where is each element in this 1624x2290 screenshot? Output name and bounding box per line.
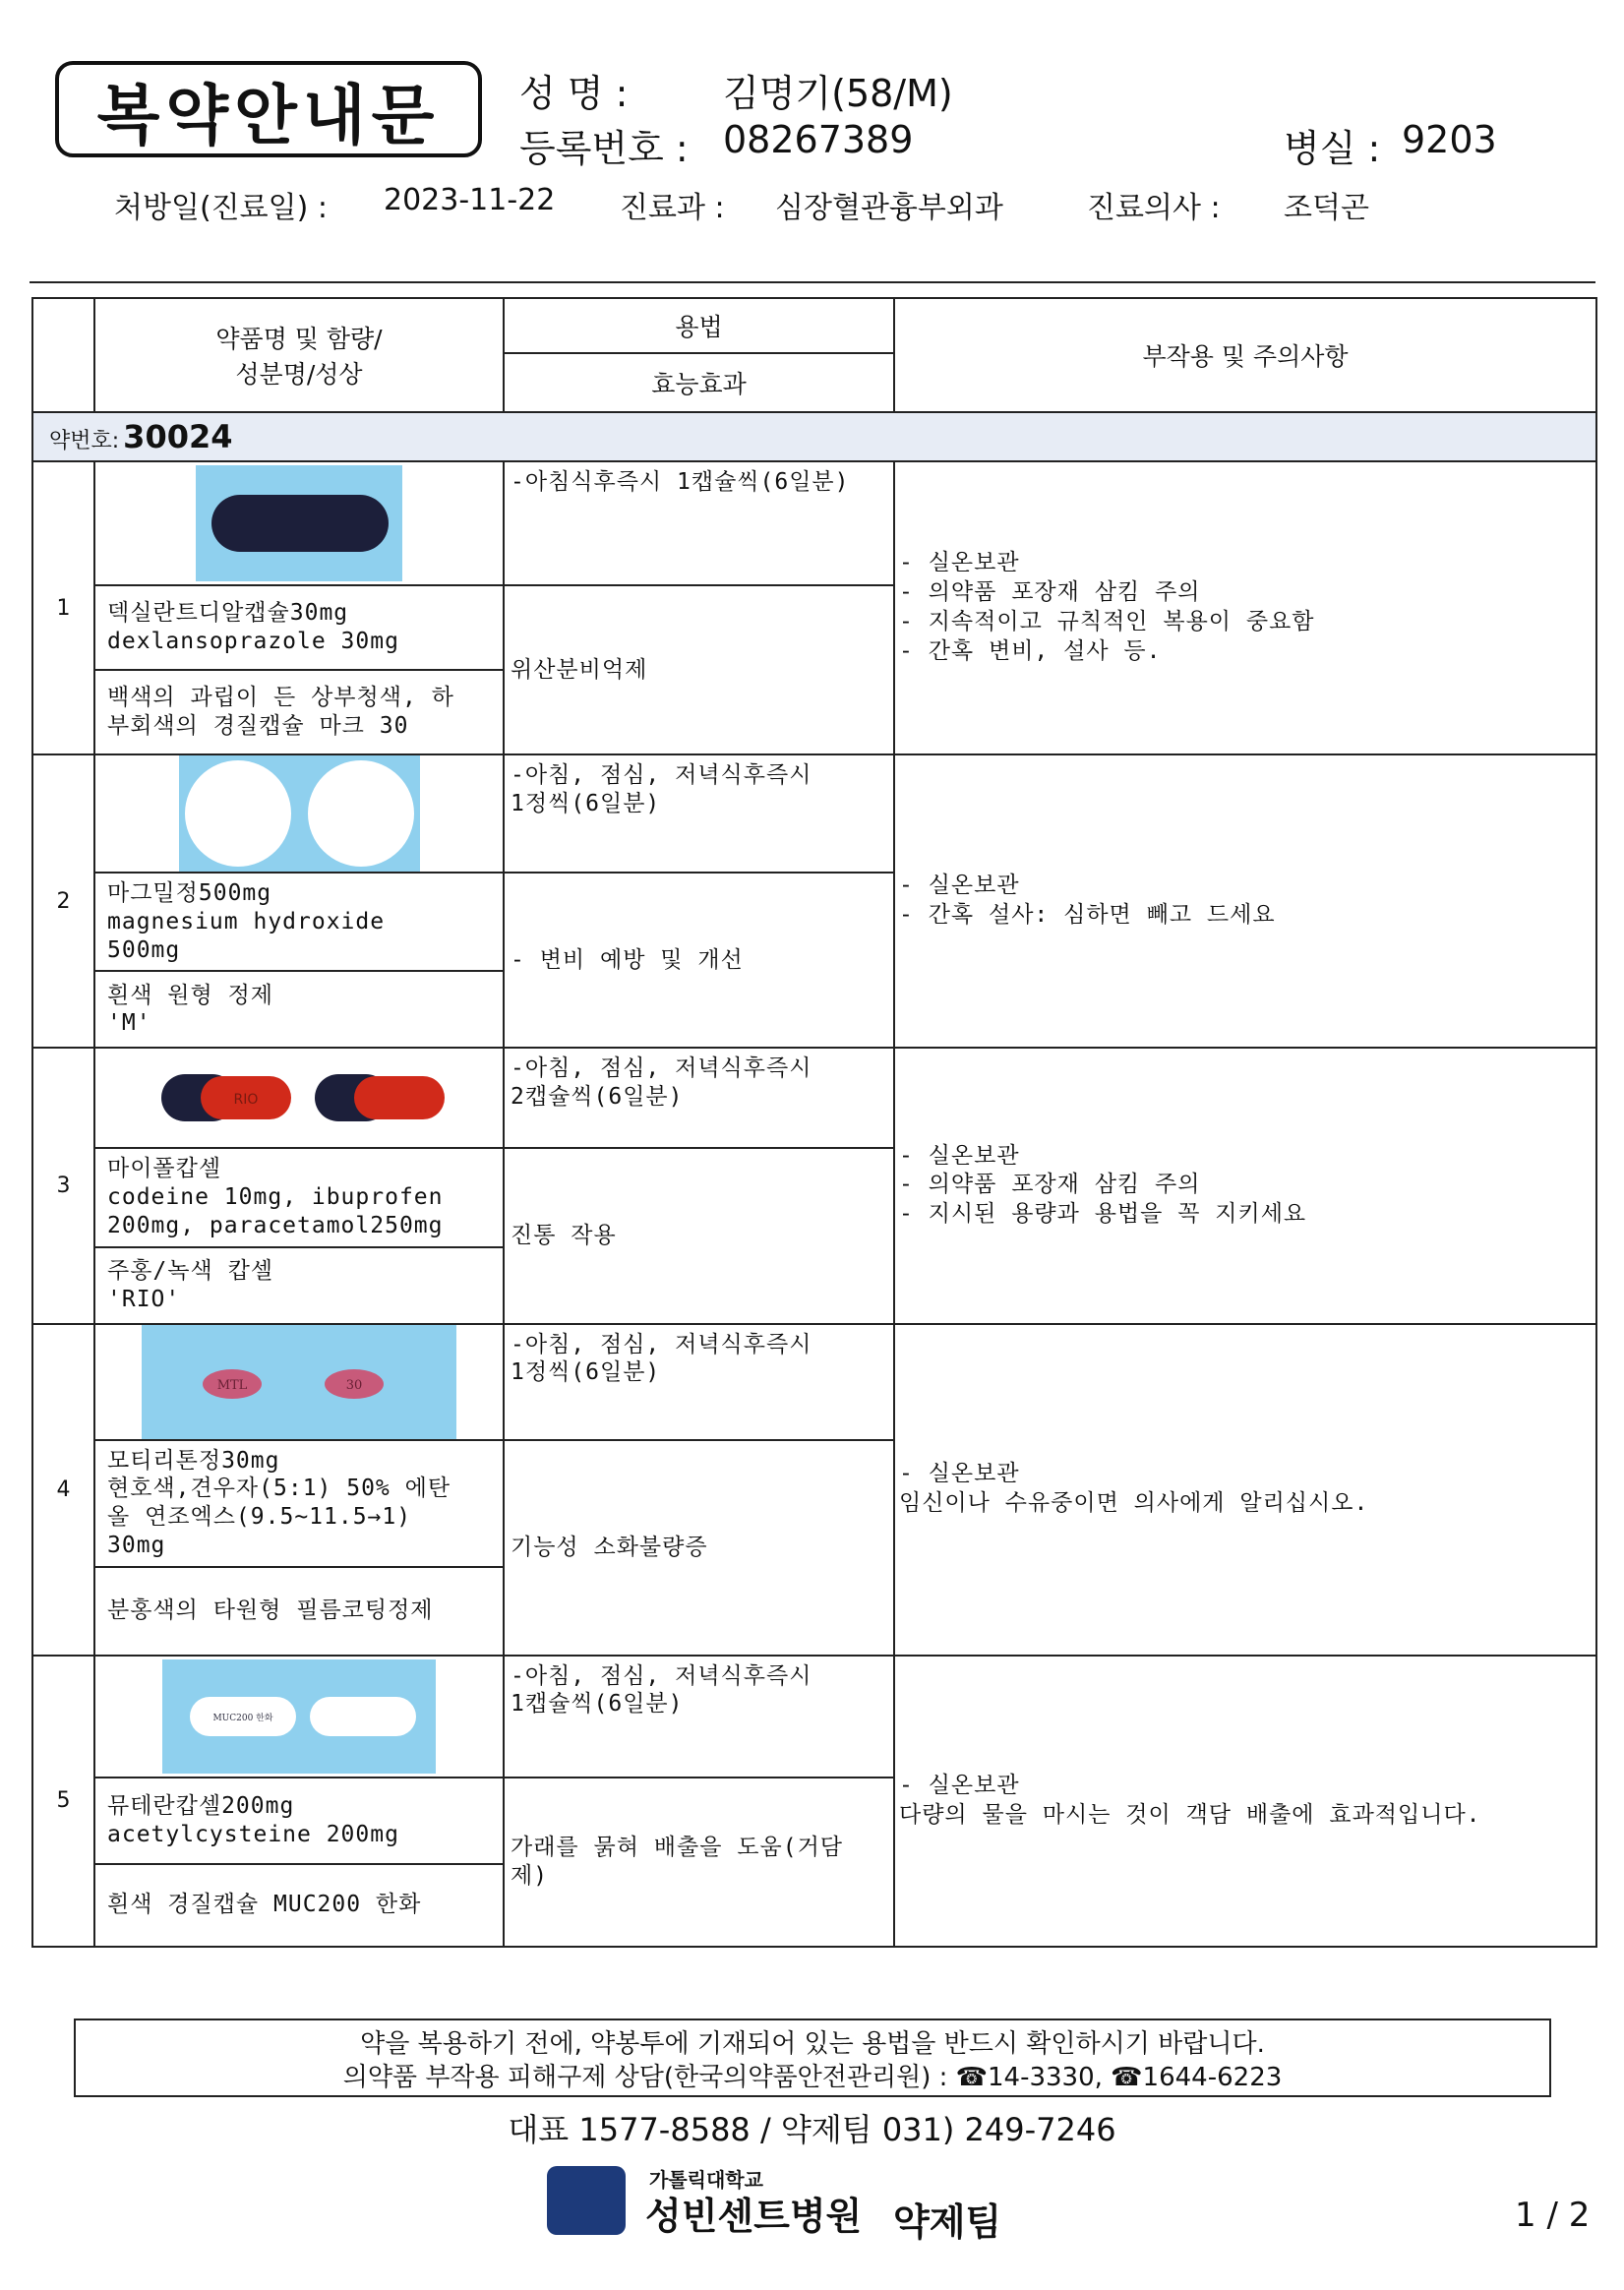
capsule-shapes [132, 1049, 466, 1147]
tablet-front-mark: MTL [216, 1377, 248, 1393]
drug-image [94, 1048, 504, 1148]
reg-label: 등록번호 : [519, 127, 689, 170]
drug-image [94, 1656, 504, 1778]
tablet-left [185, 760, 291, 867]
header-blank [32, 298, 94, 412]
hospital-logo-icon [547, 2166, 626, 2235]
header-divider [30, 281, 1595, 283]
name-value: 김명기(58/M) [723, 72, 953, 115]
effect-cell: - 변비 예방 및 개선 [504, 873, 894, 1048]
drug-name: 마그밀정500mg magnesium hydroxide 500mg [94, 873, 504, 971]
rx-number: 30024 [123, 418, 233, 455]
date-value: 2023-11-22 [384, 183, 556, 217]
drug-name: 뮤테란캅셀200mg acetylcysteine 200mg [94, 1778, 504, 1864]
notes-cell: - 실온보관 - 의약품 포장재 삼킴 주의 - 지속적이고 규칙적인 복용이 중요함 - 간혹 변비, 설사 등. [894, 461, 1596, 754]
drug-image [94, 461, 504, 585]
usage-cell: -아침식후즉시 1캡슐씩(6일분) [504, 461, 894, 585]
col-effect-header: 효능효과 [504, 353, 894, 412]
pill-photo [179, 755, 420, 872]
notes-cell: - 실온보관 임신이나 수유중이면 의사에게 알리십시오. [894, 1324, 1596, 1656]
tablet-shapes [179, 755, 420, 872]
pill-photo [162, 1659, 436, 1774]
drug-appearance: 주홍/녹색 캅셀 'RIO' [94, 1247, 504, 1324]
pill-photo [132, 1049, 466, 1147]
col-usage-header: 용법 [504, 298, 894, 353]
capsule-shapes [162, 1659, 436, 1774]
usage-cell: -아침, 점심, 저녁식후즉시 1정씩(6일분) [504, 754, 894, 873]
name-label: 성 명 : [519, 72, 629, 115]
notice-line-2: 의약품 부작용 피해구제 상담(한국의약품안전관리원) : ☎14-3330, ☎1644-6223 [342, 2062, 1283, 2092]
tablet-shapes [142, 1325, 456, 1439]
doctor-label: 진료의사 : [1087, 191, 1221, 225]
drug-number: 1 [32, 461, 94, 754]
notice-line-1: 약을 복용하기 전에, 약봉투에 기재되어 있는 용법을 반드시 확인하시기 바랍니다. [360, 2029, 1265, 2059]
notes-cell: - 실온보관 다량의 물을 마시는 것이 객담 배출에 효과적입니다. [894, 1656, 1596, 1947]
reg-value: 08267389 [723, 118, 914, 161]
usage-cell: -아침, 점심, 저녁식후즉시 2캡슐씩(6일분) [504, 1048, 894, 1148]
drug-name: 모티리톤정30mg 현호색,견우자(5:1) 50% 에탄 올 연조엑스(9.5~11.5→1) 30mg [94, 1440, 504, 1567]
dept-value: 심장혈관흉부외과 [775, 191, 1003, 225]
capsule-back [310, 1697, 416, 1736]
effect-cell: 진통 작용 [504, 1148, 894, 1323]
tablet-back-mark: 30 [345, 1377, 363, 1393]
contact-phone: 대표 1577-8588 / 약제팀 031) 249-7246 [508, 2111, 1116, 2148]
tablet-right [308, 760, 414, 867]
pill-photo [142, 1325, 456, 1439]
col-name-header: 약품명 및 함량/ 성분명/성상 [94, 298, 504, 412]
hospital-subtitle: 가톨릭대학교 [649, 2168, 763, 2192]
notes-cell: - 실온보관 - 의약품 포장재 삼킴 주의 - 지시된 용량과 용법을 꼭 지키세요 [894, 1048, 1596, 1323]
pharmacy-team: 약제팀 [893, 2200, 1002, 2244]
drug-image [94, 1324, 504, 1440]
drug-appearance: 분홍색의 타원형 필름코팅정제 [94, 1567, 504, 1656]
drug-image [94, 754, 504, 873]
page-number: 1 / 2 [1515, 2196, 1591, 2235]
drug-number: 5 [32, 1656, 94, 1947]
room-label: 병실 : [1284, 127, 1381, 170]
rx-number-row [32, 412, 1596, 461]
notice-box [74, 2019, 1551, 2097]
medication-table [31, 297, 1597, 1948]
capsule-front-mark: MUC200 한화 [212, 1713, 273, 1723]
col-side-header: 부작용 및 주의사항 [894, 298, 1596, 412]
drug-appearance: 흰색 원형 정제 'M' [94, 971, 504, 1048]
drug-appearance: 흰색 경질캡슐 MUC200 한화 [94, 1864, 504, 1947]
notes-cell: - 실온보관 - 간혹 설사: 심하면 빼고 드세요 [894, 754, 1596, 1048]
drug-number: 2 [32, 754, 94, 1048]
usage-cell: -아침, 점심, 저녁식후즉시 1정씩(6일분) [504, 1324, 894, 1440]
pill-photo [196, 465, 402, 581]
rx-label: 약번호: [49, 429, 120, 453]
drug-name: 덱실란트디알캡슐30mg dexlansoprazole 30mg [94, 585, 504, 670]
document-title: 복약안내문 [55, 61, 482, 157]
room-value: 9203 [1402, 118, 1497, 161]
drug-name: 마이폴캅셀 codeine 10mg, ibuprofen 200mg, paracetamol250mg [94, 1148, 504, 1246]
drug-appearance: 백색의 과립이 든 상부청색, 하 부회색의 경질캡슐 마크 30 [94, 670, 504, 754]
drug-number: 4 [32, 1324, 94, 1656]
hospital-name: 성빈센트병원 [645, 2195, 863, 2238]
drug-number: 3 [32, 1048, 94, 1323]
capsule-shape [196, 465, 402, 581]
effect-cell: 기능성 소화불량증 [504, 1440, 894, 1656]
usage-cell: -아침, 점심, 저녁식후즉시 1캡슐씩(6일분) [504, 1656, 894, 1778]
effect-cell: 가래를 묽혀 배출을 도움(거담 제) [504, 1778, 894, 1947]
capsule1-mark: RIO [233, 1092, 259, 1109]
capsule-body [211, 495, 389, 552]
capsule2-red [354, 1076, 445, 1119]
dept-label: 진료과 : [620, 191, 725, 225]
effect-cell: 위산분비억제 [504, 585, 894, 754]
doctor-value: 조덕곤 [1284, 191, 1369, 225]
date-label: 처방일(진료일) : [114, 191, 328, 225]
